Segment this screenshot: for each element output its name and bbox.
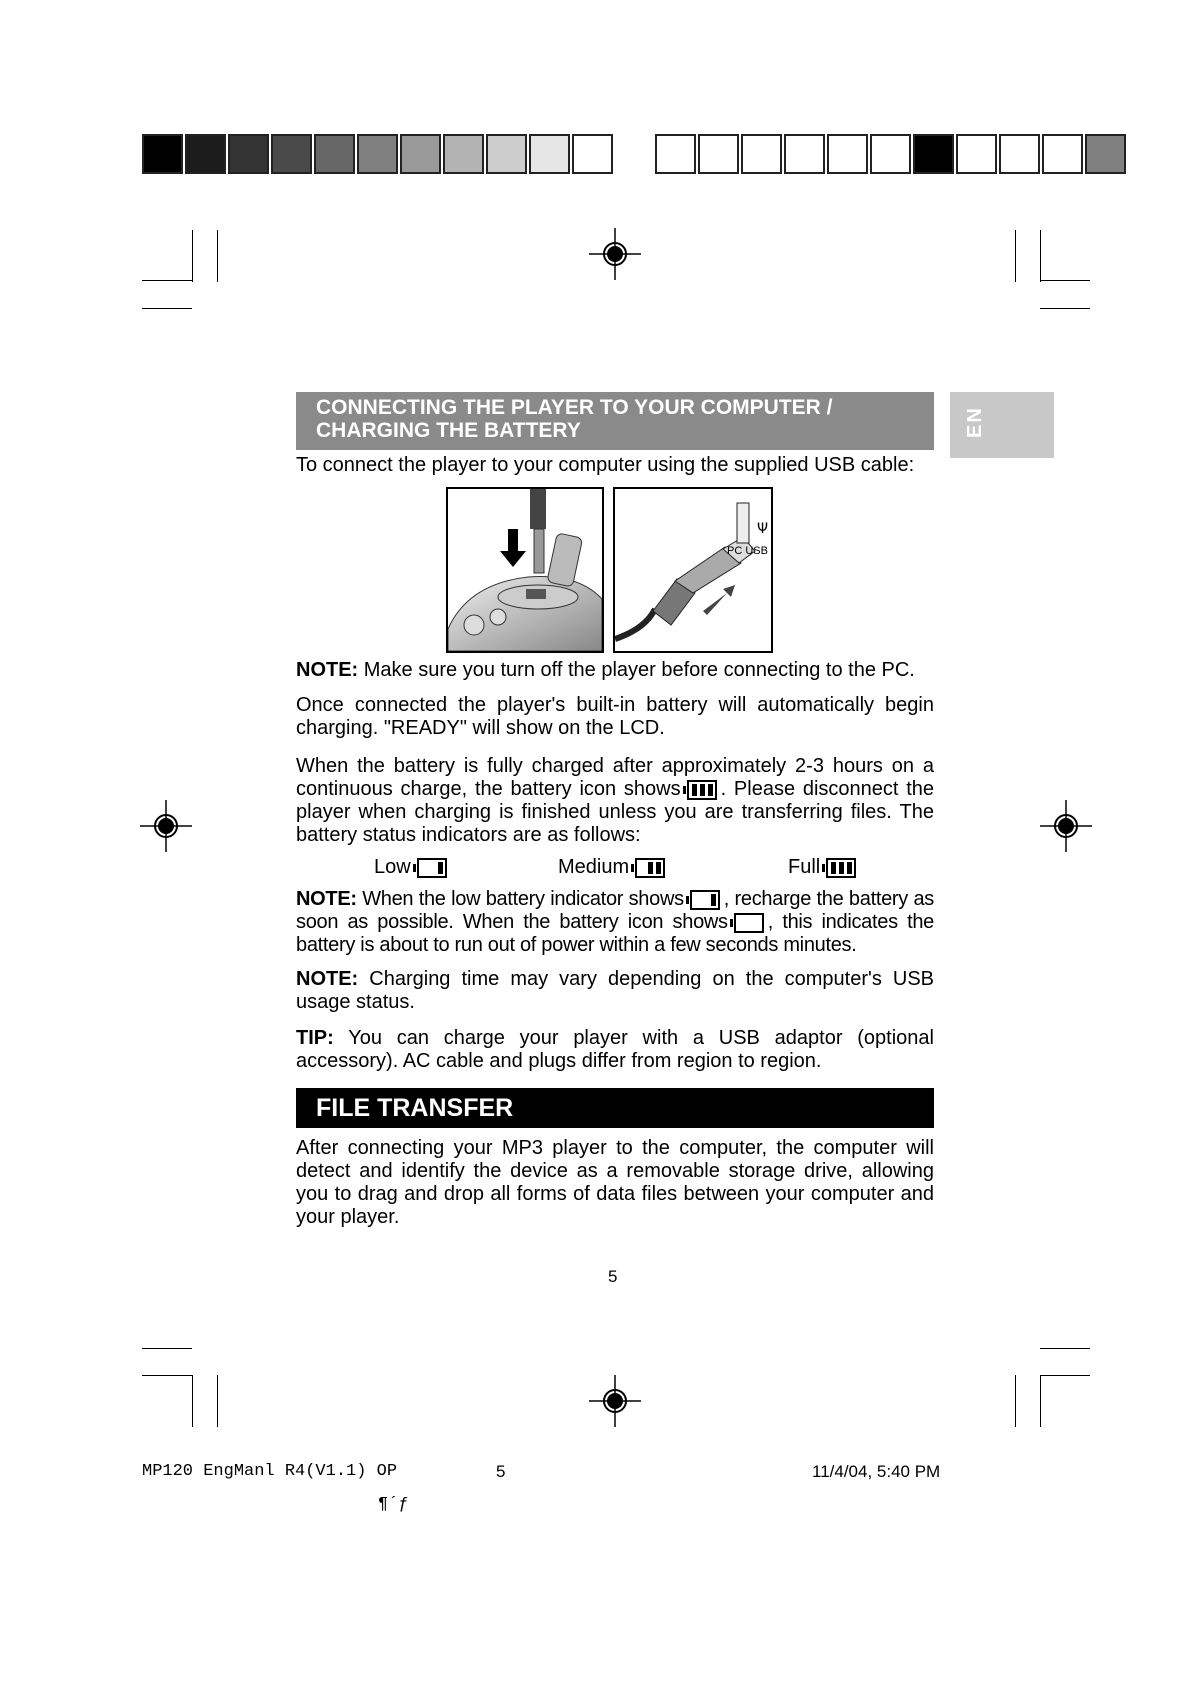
battery-level-full [788, 856, 860, 879]
battery-empty-icon [734, 913, 764, 933]
crop-mark [142, 280, 192, 281]
battery-level-medium [558, 856, 669, 879]
crop-mark [1040, 280, 1090, 281]
color-swatch [698, 134, 739, 174]
color-swatch [529, 134, 570, 174]
note-low-battery [296, 888, 934, 957]
color-swatch [400, 134, 441, 174]
tip-label: TIP: [296, 1027, 334, 1049]
note-text: Make sure you turn off the player before connecting to the PC. [358, 659, 915, 681]
page-number: 5 [608, 1267, 618, 1286]
color-swatch [1042, 134, 1083, 174]
crop-mark [217, 230, 218, 282]
color-swatch [827, 134, 868, 174]
footer-filename: MP120 EngManl R4(V1.1) OP [142, 1462, 398, 1481]
crop-mark [142, 1348, 192, 1349]
note-charging-time [296, 968, 934, 1014]
section2-title: FILE TRANSFER [316, 1094, 514, 1122]
para-connected: Once connected the player's built-in battery will automatically begin charging. "READY" will show on the LCD. [296, 694, 934, 739]
color-swatch [870, 134, 911, 174]
svg-text:Ψ: Ψ [757, 521, 769, 537]
color-swatch [185, 134, 226, 174]
battery-full-icon [687, 780, 717, 800]
color-swatch [1085, 134, 1126, 174]
pc-usb-label: PC USB [727, 545, 768, 557]
para-file-transfer: After connecting your MP3 player to the computer, the computer will detect and identify the device as a removable storage drive, allowing you to drag and drop all forms of data files between your computer and your player. [296, 1137, 934, 1228]
section-header-connecting [296, 392, 934, 450]
registration-mark-icon [589, 228, 641, 280]
color-swatch [314, 134, 355, 174]
color-swatch [999, 134, 1040, 174]
footer-page: 5 [496, 1462, 506, 1481]
note3-text: Charging time may vary depending on the computer's USB usage status. [296, 968, 934, 1013]
color-swatch [142, 134, 183, 174]
color-swatch [655, 134, 696, 174]
crop-mark [192, 1375, 193, 1427]
footer-stray-chars: ¶´ƒ [378, 1495, 409, 1514]
note-label: NOTE: [296, 968, 359, 990]
color-swatch [357, 134, 398, 174]
para-fully-charged [296, 755, 934, 847]
crop-mark [1040, 1375, 1090, 1376]
registration-mark-icon [589, 1375, 641, 1427]
battery-medium-icon [635, 858, 665, 878]
figure-pc-usb [613, 487, 773, 653]
crop-mark [1040, 230, 1041, 282]
section-title-line1: CONNECTING THE PLAYER TO YOUR COMPUTER / [316, 396, 833, 419]
note2-part2: , recharge the battery as soon as possible. When the battery icon shows [296, 888, 934, 933]
para-charged-part1: When the battery is fully charged after approximately 2-3 hours on a continuous charge, the battery icon shows [296, 755, 934, 800]
crop-mark [142, 308, 192, 309]
tip-text: You can charge your player with a USB adaptor (optional accessory). AC cable and plugs differ from region to region. [296, 1027, 934, 1072]
crop-mark [1015, 230, 1016, 282]
crop-mark [217, 1375, 218, 1427]
language-tab [950, 392, 1054, 458]
color-swatch [443, 134, 484, 174]
crop-mark [192, 230, 193, 282]
color-swatch [486, 134, 527, 174]
crop-mark [1040, 1348, 1090, 1349]
color-swatch [228, 134, 269, 174]
usb-cable-illustration-icon [615, 489, 771, 651]
battery-full-icon [826, 858, 856, 878]
tip-usb-adaptor [296, 1027, 934, 1073]
color-bar-right [655, 134, 1128, 174]
color-swatch [271, 134, 312, 174]
intro-text: To connect the player to your computer using the supplied USB cable: [296, 454, 915, 476]
section-title-line2: CHARGING THE BATTERY [316, 419, 581, 442]
battery-low-label: Low [374, 856, 411, 878]
battery-low-icon [690, 890, 720, 910]
note-label: NOTE: [296, 659, 359, 681]
color-swatch [741, 134, 782, 174]
para-charged-part2: . Please disconnect the player when charging is finished unless you are transferring files. The battery status indicators are as follows: [296, 778, 935, 846]
note2-part3: , this indicates the battery is about to run out of power within a few seconds minutes. [296, 911, 934, 956]
battery-level-low [374, 856, 451, 879]
color-bar-left [142, 134, 615, 174]
section-header-file-transfer [296, 1088, 934, 1128]
crop-mark [1040, 308, 1090, 309]
color-swatch [956, 134, 997, 174]
figure-player-usb-port [446, 487, 604, 653]
crop-mark [1015, 1375, 1016, 1427]
battery-full-label: Full [788, 856, 821, 878]
language-tab-label: EN [964, 406, 986, 438]
player-usb-illustration-icon [448, 489, 602, 651]
battery-low-icon [417, 858, 447, 878]
registration-mark-icon [1040, 800, 1092, 852]
footer-datetime: 11/4/04, 5:40 PM [812, 1462, 941, 1481]
note-label: NOTE: [296, 888, 357, 910]
note2-part1: When the low battery indicator shows [356, 888, 684, 910]
color-swatch [913, 134, 954, 174]
color-swatch [784, 134, 825, 174]
note-turn-off [296, 659, 934, 682]
crop-mark [1040, 1375, 1041, 1427]
color-swatch [572, 134, 613, 174]
crop-mark [142, 1375, 192, 1376]
registration-mark-icon [140, 800, 192, 852]
battery-medium-label: Medium [558, 856, 630, 878]
